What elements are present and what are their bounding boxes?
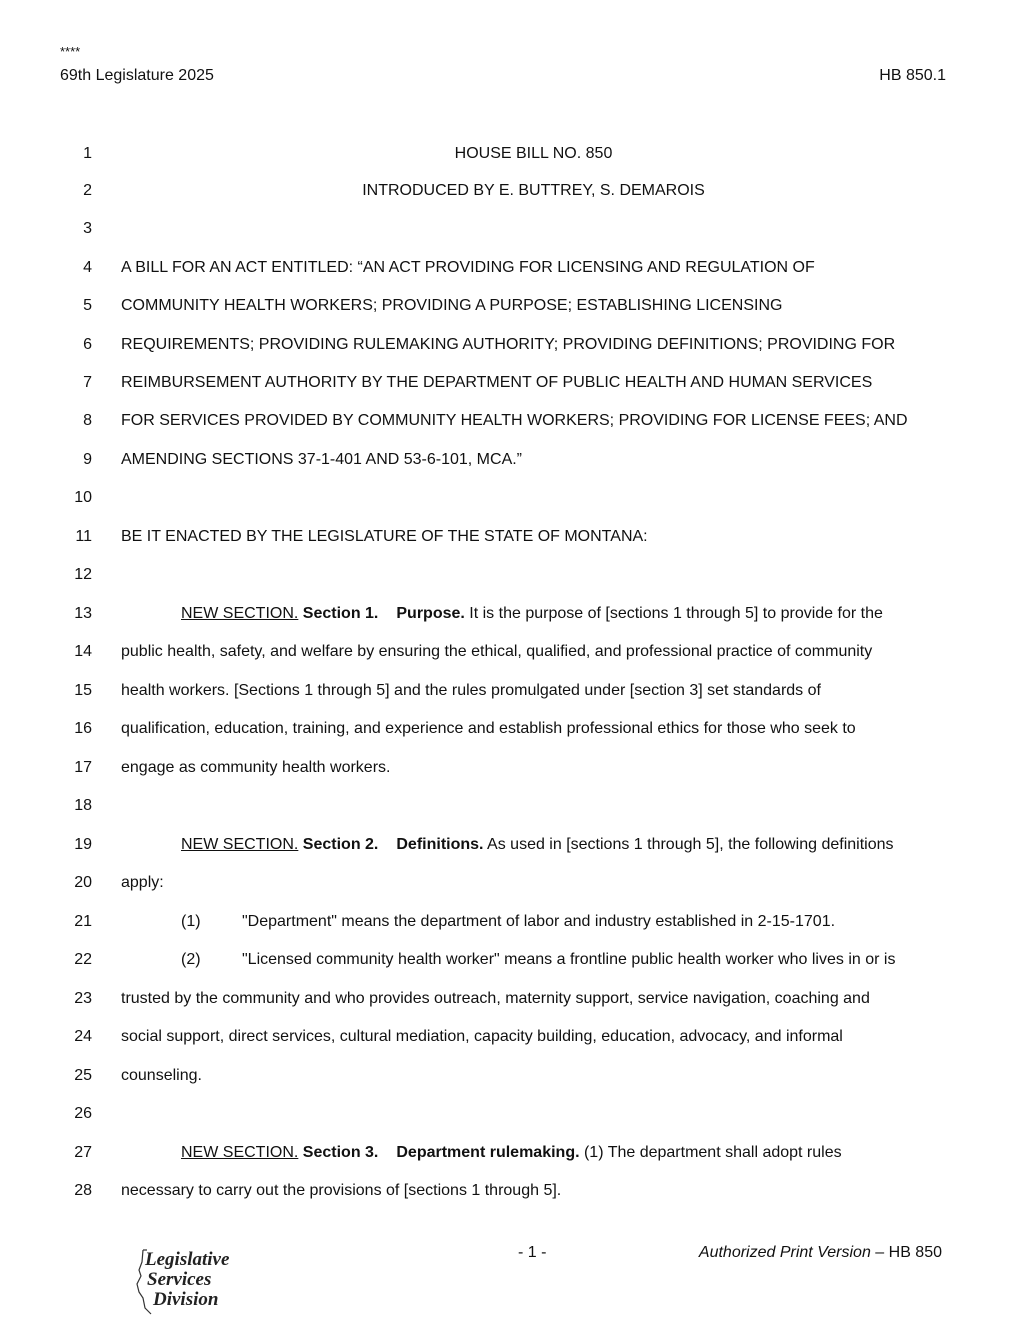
line-text: health workers. [Sections 1 through 5] and the rules promulgated under [section 3] set standards of	[121, 682, 821, 699]
introduced-by: INTRODUCED BY E. BUTTREY, S. DEMAROIS	[362, 182, 705, 199]
new-section-label: NEW SECTION.	[181, 836, 299, 853]
line-6	[0, 334, 1024, 356]
section-number: Section 2.	[302, 836, 379, 853]
line-14	[0, 641, 1024, 663]
line-number: 15	[74, 682, 92, 699]
line-number: 19	[74, 836, 92, 853]
logo-word-legislative: Legislative	[145, 1249, 230, 1270]
line-19	[0, 834, 1024, 856]
logo-word-division: Division	[153, 1289, 219, 1310]
line-number: 11	[75, 528, 92, 545]
line-number: 24	[74, 1028, 92, 1045]
line-number: 21	[74, 913, 92, 930]
line-text: As used in [sections 1 through 5], the following definitions	[483, 836, 894, 853]
line-text: "Department" means the department of labor and industry established in 2-15-1701.	[242, 913, 836, 930]
section-title: Department rulemaking.	[396, 1144, 580, 1161]
authorized-print-version	[699, 1244, 942, 1262]
line-2	[0, 180, 1024, 202]
line-13	[0, 603, 1024, 625]
line-number: 16	[74, 720, 92, 737]
line-4	[0, 257, 1024, 279]
line-27	[0, 1142, 1024, 1164]
line-number: 1	[83, 145, 92, 162]
line-number: 14	[74, 643, 92, 660]
line-number: 13	[74, 605, 92, 622]
line-21	[0, 911, 1024, 933]
section-1-heading	[181, 603, 954, 625]
line-text: It is the purpose of [sections 1 through 5] to provide for the	[464, 605, 883, 622]
line-text: AMENDING SECTIONS 37-1-401 AND 53-6-101, MCA.”	[121, 451, 523, 468]
line-10	[0, 487, 1024, 509]
subsection-number: (2)	[181, 951, 201, 968]
line-11	[0, 526, 1024, 548]
line-text: COMMUNITY HEALTH WORKERS; PROVIDING A PURPOSE; ESTABLISHING LICENSING	[121, 297, 783, 314]
line-number: 2	[83, 182, 92, 199]
line-26	[0, 1103, 1024, 1125]
line-text: trusted by the community and who provides outreach, maternity support, service navigation, coaching and	[121, 990, 870, 1007]
enacting-clause: BE IT ENACTED BY THE LEGISLATURE OF THE STATE OF MONTANA:	[121, 528, 648, 545]
legislature-title: 69th Legislature 2025	[60, 67, 214, 84]
line-number: 12	[74, 566, 92, 583]
line-15	[0, 680, 1024, 702]
line-number: 6	[83, 336, 92, 353]
line-number: 25	[74, 1067, 92, 1084]
line-number: 22	[74, 951, 92, 968]
line-24	[0, 1026, 1024, 1048]
bill-number: HOUSE BILL NO. 850	[454, 145, 613, 162]
line-text: A BILL FOR AN ACT ENTITLED: “AN ACT PROVIDING FOR LICENSING AND REGULATION OF	[121, 259, 815, 276]
line-25	[0, 1065, 1024, 1087]
line-number: 17	[74, 759, 92, 776]
new-section-label: NEW SECTION.	[181, 1144, 299, 1161]
line-7	[0, 372, 1024, 394]
line-number: 27	[74, 1144, 92, 1161]
line-number: 23	[74, 990, 92, 1007]
line-3	[0, 218, 1024, 240]
line-12	[0, 564, 1024, 586]
line-5	[0, 295, 1024, 317]
line-text: social support, direct services, cultural mediation, capacity building, education, advocacy, and informal	[121, 1028, 843, 1045]
line-text: (1) The department shall adopt rules	[579, 1144, 842, 1161]
line-8	[0, 410, 1024, 432]
line-28	[0, 1180, 1024, 1202]
line-number: 20	[74, 874, 92, 891]
line-number: 8	[83, 412, 92, 429]
line-text: necessary to carry out the provisions of [sections 1 through 5].	[121, 1182, 562, 1199]
section-number: Section 1.	[302, 605, 379, 622]
line-number: 28	[74, 1182, 92, 1199]
subsection-number: (1)	[181, 913, 201, 930]
header-stars: ****	[60, 44, 81, 59]
legislative-services-division-logo	[133, 1248, 253, 1316]
page-number: - 1 -	[518, 1244, 547, 1261]
auth-label: Authorized Print Version	[698, 1244, 871, 1261]
section-title: Purpose.	[396, 605, 465, 622]
line-20	[0, 872, 1024, 894]
line-text: counseling.	[121, 1067, 202, 1084]
line-18	[0, 795, 1024, 817]
line-text: REQUIREMENTS; PROVIDING RULEMAKING AUTHORITY; PROVIDING DEFINITIONS; PROVIDING FOR	[121, 336, 896, 353]
line-text: FOR SERVICES PROVIDED BY COMMUNITY HEALTH WORKERS; PROVIDING FOR LICENSE FEES; AND	[121, 412, 908, 429]
line-number: 18	[74, 797, 92, 814]
line-text: REIMBURSEMENT AUTHORITY BY THE DEPARTMENT OF PUBLIC HEALTH AND HUMAN SERVICES	[121, 374, 873, 391]
section-3-heading	[181, 1142, 954, 1164]
line-23	[0, 988, 1024, 1010]
bill-id: HB 850.1	[879, 67, 946, 84]
line-text: apply:	[121, 874, 164, 891]
line-22	[0, 949, 1024, 971]
line-17	[0, 757, 1024, 779]
section-number: Section 3.	[302, 1144, 379, 1161]
line-number: 3	[83, 220, 92, 237]
line-text: qualification, education, training, and experience and establish professional ethics for those who seek to	[121, 720, 856, 737]
section-title: Definitions.	[396, 836, 484, 853]
line-1	[0, 143, 1024, 165]
line-number: 10	[74, 489, 92, 506]
line-text: engage as community health workers.	[121, 759, 391, 776]
line-number: 9	[83, 451, 92, 468]
line-number: 4	[83, 259, 92, 276]
line-number: 26	[74, 1105, 92, 1122]
new-section-label: NEW SECTION.	[181, 605, 299, 622]
line-9	[0, 449, 1024, 471]
auth-bill: – HB 850	[870, 1244, 942, 1261]
section-2-heading	[181, 834, 954, 856]
line-text: public health, safety, and welfare by ensuring the ethical, qualified, and professional practice of community	[121, 643, 873, 660]
line-number: 5	[83, 297, 92, 314]
line-number: 7	[83, 374, 92, 391]
logo-word-services: Services	[147, 1269, 212, 1290]
line-16	[0, 718, 1024, 740]
line-text: "Licensed community health worker" means a frontline public health worker who lives in or is	[242, 951, 896, 968]
